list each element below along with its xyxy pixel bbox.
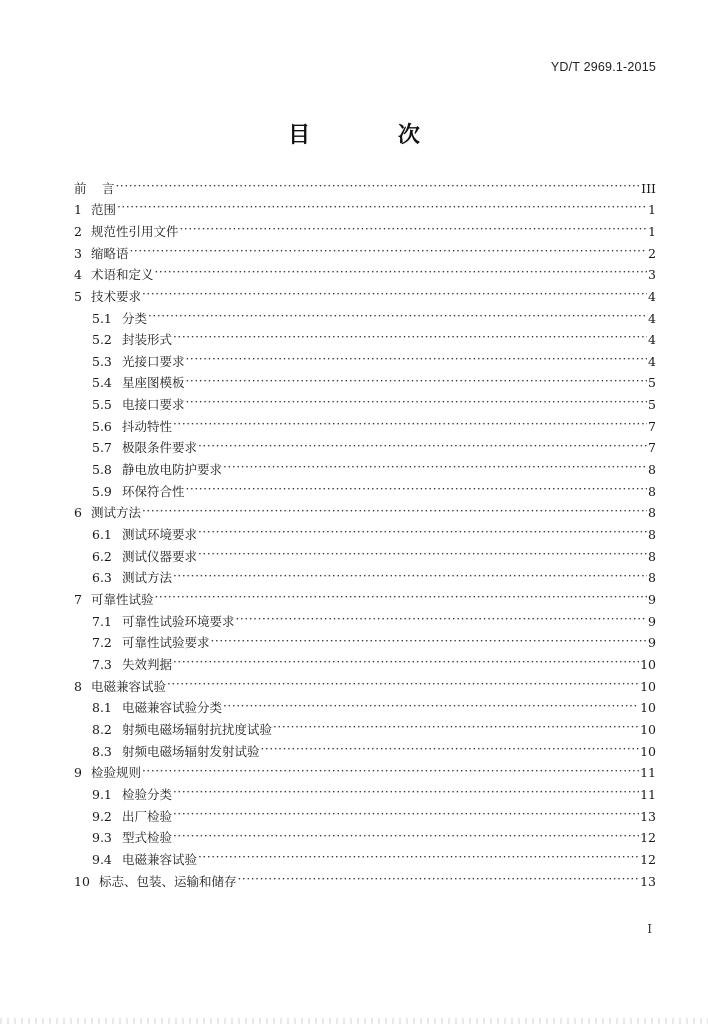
toc-dot-leader bbox=[238, 876, 640, 888]
toc-entry-page: 12 bbox=[640, 830, 656, 846]
toc-entry-page: 8 bbox=[648, 505, 656, 521]
toc-entry-page: 4 bbox=[648, 353, 656, 369]
toc-entry-page: 8 bbox=[648, 483, 656, 499]
toc-dot-leader bbox=[180, 226, 647, 238]
toc-entry-page: 11 bbox=[640, 765, 656, 781]
toc-entry-page: 13 bbox=[640, 873, 656, 889]
toc-entry-label: 检验分类 bbox=[122, 786, 173, 802]
toc-entry-section[interactable] bbox=[74, 806, 656, 828]
toc-entry-page: 10 bbox=[640, 700, 656, 716]
toc-entry-section[interactable] bbox=[74, 828, 656, 850]
toc-entry-page: 9 bbox=[648, 613, 656, 629]
toc-entry-number: 9.2 bbox=[92, 808, 112, 824]
toc-dot-leader bbox=[173, 811, 639, 823]
toc-entry-number: 5.9 bbox=[92, 483, 112, 499]
toc-entry-label: 缩略语 bbox=[91, 245, 129, 261]
toc-entry-section[interactable] bbox=[74, 438, 656, 460]
toc-dot-leader bbox=[155, 594, 647, 606]
toc-entry-chapter[interactable] bbox=[74, 503, 656, 525]
toc-entry-chapter[interactable] bbox=[74, 178, 656, 200]
toc-entry-label: 型式检验 bbox=[122, 830, 173, 846]
toc-dot-leader bbox=[273, 724, 639, 736]
toc-entry-number: 6 bbox=[74, 505, 82, 521]
toc-dot-leader bbox=[211, 638, 647, 650]
toc-dot-leader bbox=[142, 291, 647, 303]
toc-entry-page: 7 bbox=[648, 418, 656, 434]
toc-entry-page: 8 bbox=[648, 462, 656, 478]
toc-entry-page: III bbox=[641, 180, 656, 196]
toc-entry-page: 10 bbox=[640, 657, 656, 673]
toc-entry-number: 7 bbox=[74, 592, 82, 608]
toc-dot-leader bbox=[198, 854, 639, 866]
toc-entry-section[interactable] bbox=[74, 416, 656, 438]
toc-entry-page: 11 bbox=[640, 786, 656, 802]
toc-dot-leader bbox=[236, 616, 647, 628]
toc-entry-number: 前 bbox=[74, 180, 87, 196]
toc-entry-page: 9 bbox=[648, 592, 656, 608]
toc-entry-number: 9.3 bbox=[92, 830, 112, 846]
toc-entry-number: 5.3 bbox=[92, 353, 112, 369]
toc-dot-leader bbox=[130, 248, 647, 260]
toc-entry-number: 10 bbox=[74, 873, 90, 889]
toc-entry-label: 术语和定义 bbox=[91, 267, 154, 283]
toc-entry-label: 测试仪器要求 bbox=[122, 548, 198, 564]
page-number: I bbox=[647, 922, 652, 936]
toc-dot-leader bbox=[155, 269, 647, 281]
toc-entry-number: 8 bbox=[74, 678, 82, 694]
toc-entry-label: 可靠性试验要求 bbox=[122, 635, 210, 651]
toc-entry-page: 13 bbox=[640, 808, 656, 824]
toc-entry-number: 2 bbox=[74, 223, 82, 239]
toc-entry-page: 10 bbox=[640, 721, 656, 737]
toc-entry-number: 5 bbox=[74, 288, 82, 304]
toc-dot-leader bbox=[173, 573, 647, 585]
toc-entry-label: 分类 bbox=[122, 310, 148, 326]
toc-entry-number: 5.8 bbox=[92, 462, 112, 478]
toc-entry-section[interactable] bbox=[74, 351, 656, 373]
toc-dot-leader bbox=[173, 659, 639, 671]
toc-dot-leader bbox=[173, 421, 647, 433]
toc-entry-label: 标志、包装、运输和储存 bbox=[99, 873, 237, 889]
toc-entry-page: 5 bbox=[648, 375, 656, 391]
toc-entry-label: 电接口要求 bbox=[122, 397, 185, 413]
toc-dot-leader bbox=[186, 486, 647, 498]
toc-entry-page: 9 bbox=[648, 635, 656, 651]
toc-entry-section[interactable] bbox=[74, 460, 656, 482]
toc-dot-leader bbox=[198, 443, 647, 455]
toc-entry-page: 10 bbox=[640, 678, 656, 694]
toc-entry-label: 光接口要求 bbox=[122, 353, 185, 369]
toc-entry-number: 8.1 bbox=[92, 700, 112, 716]
toc-entry-label: 电磁兼容试验分类 bbox=[122, 700, 223, 716]
toc-entry-page: 8 bbox=[648, 527, 656, 543]
toc-entry-number: 7.3 bbox=[92, 657, 112, 673]
toc-entry-label: 封装形式 bbox=[122, 332, 173, 348]
toc-dot-leader bbox=[198, 551, 647, 563]
toc-entry-number: 9.1 bbox=[92, 786, 112, 802]
toc-entry-page: 2 bbox=[648, 245, 656, 261]
toc-entry-label: 失效判据 bbox=[122, 657, 173, 673]
toc-entry-label: 可靠性试验 bbox=[91, 592, 154, 608]
toc-entry-chapter[interactable] bbox=[74, 221, 656, 243]
toc-entry-label: 射频电磁场辐射抗扰度试验 bbox=[122, 721, 273, 737]
toc-dot-leader bbox=[173, 334, 647, 346]
toc-entry-label: 射频电磁场辐射发射试验 bbox=[122, 743, 260, 759]
toc-dot-leader bbox=[173, 789, 639, 801]
toc-entry-section[interactable] bbox=[74, 654, 656, 676]
toc-entry-chapter[interactable] bbox=[74, 200, 656, 222]
toc-entry-label: 范围 bbox=[91, 202, 117, 218]
toc-entry-section[interactable] bbox=[74, 373, 656, 395]
toc-entry-label: 测试方法 bbox=[122, 570, 173, 586]
toc-entry-number: 5.7 bbox=[92, 440, 112, 456]
toc-entry-page: 8 bbox=[648, 570, 656, 586]
toc-entry-label: 言 bbox=[102, 180, 115, 196]
toc-entry-page: 5 bbox=[648, 397, 656, 413]
toc-entry-label: 环保符合性 bbox=[122, 483, 185, 499]
toc-entry-chapter[interactable] bbox=[74, 871, 656, 893]
toc-entry-label: 测试环境要求 bbox=[122, 527, 198, 543]
toc-entry-number: 6.2 bbox=[92, 548, 112, 564]
toc-entry-label: 测试方法 bbox=[91, 505, 142, 521]
toc-entry-number: 4 bbox=[74, 267, 82, 283]
toc-dot-leader bbox=[173, 833, 639, 845]
toc-entry-number: 5.2 bbox=[92, 332, 112, 348]
toc-entry-section[interactable] bbox=[74, 784, 656, 806]
toc-entry-page: 7 bbox=[648, 440, 656, 456]
toc-entry-chapter[interactable] bbox=[74, 286, 656, 308]
toc-entry-number: 3 bbox=[74, 245, 82, 261]
toc-entry-chapter[interactable] bbox=[74, 265, 656, 287]
toc-dot-leader bbox=[117, 204, 647, 216]
toc-entry-page: 3 bbox=[648, 267, 656, 283]
toc-entry-number: 8.3 bbox=[92, 743, 112, 759]
toc-dot-leader bbox=[261, 746, 640, 758]
table-of-contents bbox=[74, 178, 656, 893]
toc-entry-section[interactable] bbox=[74, 481, 656, 503]
toc-dot-leader bbox=[167, 681, 639, 693]
toc-entry-number: 5.5 bbox=[92, 397, 112, 413]
toc-entry-chapter[interactable] bbox=[74, 763, 656, 785]
toc-dot-leader bbox=[198, 529, 647, 541]
toc-entry-chapter[interactable] bbox=[74, 243, 656, 265]
toc-dot-leader bbox=[223, 464, 647, 476]
toc-entry-number: 7.1 bbox=[92, 613, 112, 629]
toc-entry-number: 1 bbox=[74, 202, 82, 218]
toc-entry-page: 8 bbox=[648, 548, 656, 564]
toc-entry-label: 星座图模板 bbox=[122, 375, 185, 391]
toc-entry-section[interactable] bbox=[74, 330, 656, 352]
toc-dot-leader bbox=[186, 378, 647, 390]
toc-entry-label: 电磁兼容试验 bbox=[122, 851, 198, 867]
toc-entry-label: 静电放电防护要求 bbox=[122, 462, 223, 478]
toc-dot-leader bbox=[186, 399, 647, 411]
scan-edge-artifact bbox=[0, 1018, 708, 1024]
toc-dot-leader bbox=[142, 508, 647, 520]
toc-entry-number: 5.4 bbox=[92, 375, 112, 391]
toc-entry-page: 4 bbox=[648, 310, 656, 326]
toc-entry-section[interactable] bbox=[74, 611, 656, 633]
toc-entry-number: 6.3 bbox=[92, 570, 112, 586]
toc-dot-leader bbox=[186, 356, 647, 368]
document-code: YD/T 2969.1-2015 bbox=[550, 60, 656, 74]
toc-entry-label: 检验规则 bbox=[91, 765, 142, 781]
toc-entry-section[interactable] bbox=[74, 849, 656, 871]
toc-entry-label: 可靠性试验环境要求 bbox=[122, 613, 235, 629]
toc-entry-number: 6.1 bbox=[92, 527, 112, 543]
toc-dot-leader bbox=[142, 768, 639, 780]
toc-entry-number: 8.2 bbox=[92, 721, 112, 737]
toc-entry-number: 5.1 bbox=[92, 310, 112, 326]
toc-dot-leader bbox=[116, 183, 641, 195]
page-title: 目 次 bbox=[288, 123, 460, 148]
toc-entry-page: 4 bbox=[648, 332, 656, 348]
toc-entry-page: 1 bbox=[648, 202, 656, 218]
toc-entry-section[interactable] bbox=[74, 525, 656, 547]
toc-entry-page: 10 bbox=[640, 743, 656, 759]
toc-entry-label: 抖动特性 bbox=[122, 418, 173, 434]
toc-dot-leader bbox=[223, 703, 639, 715]
toc-entry-label: 电磁兼容试验 bbox=[91, 678, 167, 694]
toc-entry-number: 5.6 bbox=[92, 418, 112, 434]
toc-entry-section[interactable] bbox=[74, 719, 656, 741]
toc-entry-section[interactable] bbox=[74, 395, 656, 417]
toc-entry-number: 9.4 bbox=[92, 851, 112, 867]
toc-entry-number: 7.2 bbox=[92, 635, 112, 651]
toc-entry-label: 规范性引用文件 bbox=[91, 223, 179, 239]
toc-entry-section[interactable] bbox=[74, 633, 656, 655]
toc-entry-chapter[interactable] bbox=[74, 589, 656, 611]
toc-entry-page: 1 bbox=[648, 223, 656, 239]
toc-entry-page: 4 bbox=[648, 288, 656, 304]
toc-entry-section[interactable] bbox=[74, 546, 656, 568]
toc-entry-label: 出厂检验 bbox=[122, 808, 173, 824]
toc-entry-chapter[interactable] bbox=[74, 676, 656, 698]
toc-entry-section[interactable] bbox=[74, 698, 656, 720]
toc-entry-section[interactable] bbox=[74, 568, 656, 590]
toc-entry-label: 极限条件要求 bbox=[122, 440, 198, 456]
toc-entry-page: 12 bbox=[640, 851, 656, 867]
toc-entry-number: 9 bbox=[74, 765, 82, 781]
toc-entry-section[interactable] bbox=[74, 308, 656, 330]
toc-entry-section[interactable] bbox=[74, 741, 656, 763]
toc-entry-label: 技术要求 bbox=[91, 288, 142, 304]
toc-dot-leader bbox=[148, 313, 647, 325]
